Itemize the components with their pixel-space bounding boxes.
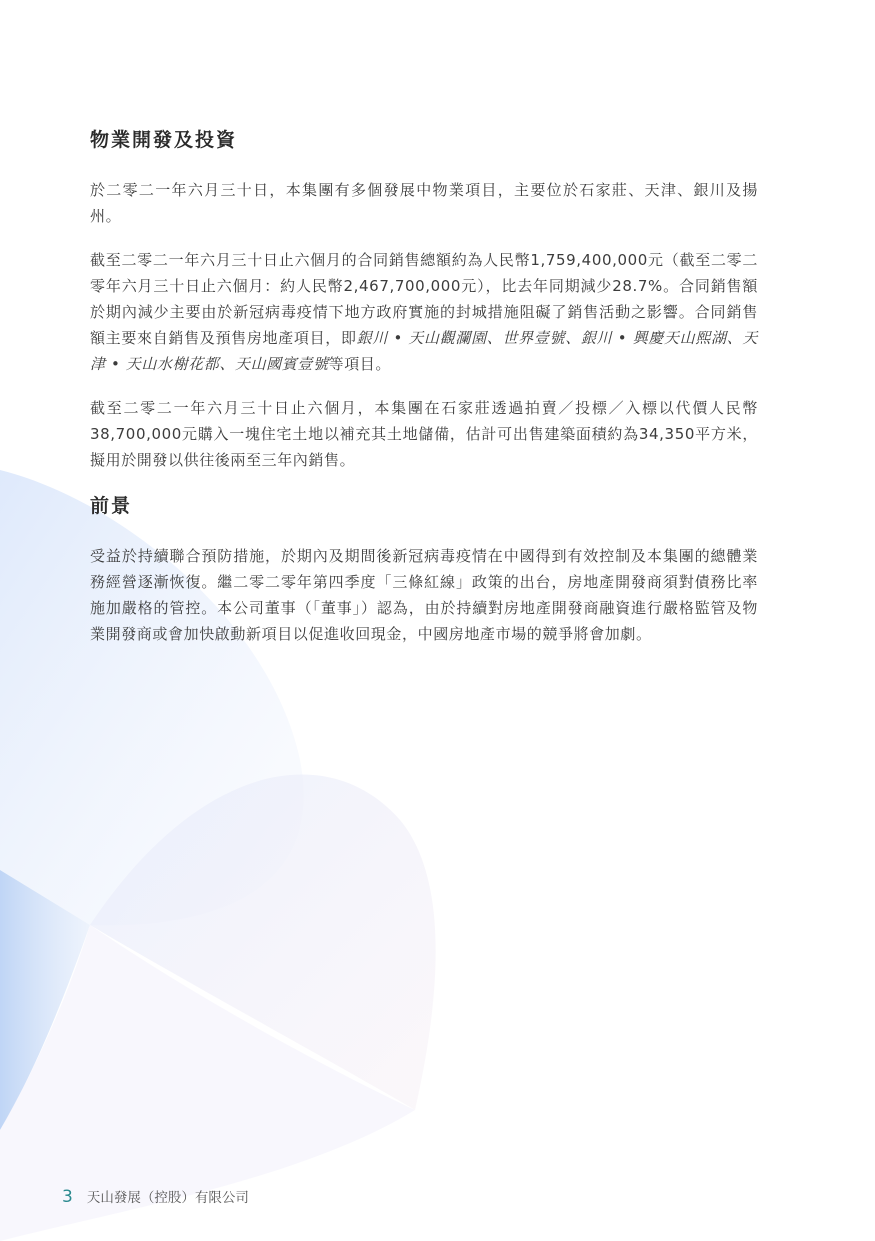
paragraph-properties-under-development: 於二零二一年六月三十日，本集團有多個發展中物業項目，主要位於石家莊、天津、銀川及揚州。: [90, 181, 758, 225]
paragraph-land-acquisition: 截至二零二一年六月三十日止六個月，本集團在石家莊透過拍賣／投標／入標以代價人民幣38,700,000元購入一塊住宅土地以補充其土地儲備，估計可出售建築面積約為34,350平方米，擬用於開發以供往後兩至三年內銷售。: [90, 399, 758, 469]
main-content: [90, 125, 758, 665]
paragraph-contracted-sales-text: 截至二零二一年六月三十日止六個月的合同銷售總額約為人民幣1,759,400,000元（截至二零二零年六月三十日止六個月：約人民幣2,467,700,000元），比去年同期減少28.7%。合同銷售額於期內減少主要由於新冠病毒疫情下地方政府實施的封城措施阻礙了銷售活動之影響。合同銷售額主要來自銷售及預售房地產項目，即: [90, 251, 758, 347]
paragraph-contracted-sales: [90, 247, 758, 377]
page-footer: [62, 1186, 249, 1207]
project-names: 銀川 • 天山觀瀾園、世界壹號、銀川 • 興慶天山熙湖、天津 • 天山水榭花都、天山國賓壹號: [90, 329, 759, 373]
section-title-prospects: 前景: [90, 495, 133, 517]
section-title-property-development: 物業開發及投資: [90, 129, 238, 151]
company-name: 天山發展（控股）有限公司: [86, 1190, 249, 1206]
paragraph-prospects: 受益於持續聯合預防措施，於期內及期間後新冠病毒疫情在中國得到有效控制及本集團的總體業務經營逐漸恢復。繼二零二零年第四季度「三條紅線」政策的出台，房地產開發商須對債務比率施加嚴格的管控。本公司董事（「董事」）認為，由於持續對房地產開發商融資進行嚴格監管及物業開發商或會加快啟動新項目以促進收回現金，中國房地產市場的競爭將會加劇。: [90, 547, 758, 643]
page-number: 3: [62, 1187, 73, 1207]
paragraph-contracted-sales-end: 等項目。: [328, 355, 391, 373]
